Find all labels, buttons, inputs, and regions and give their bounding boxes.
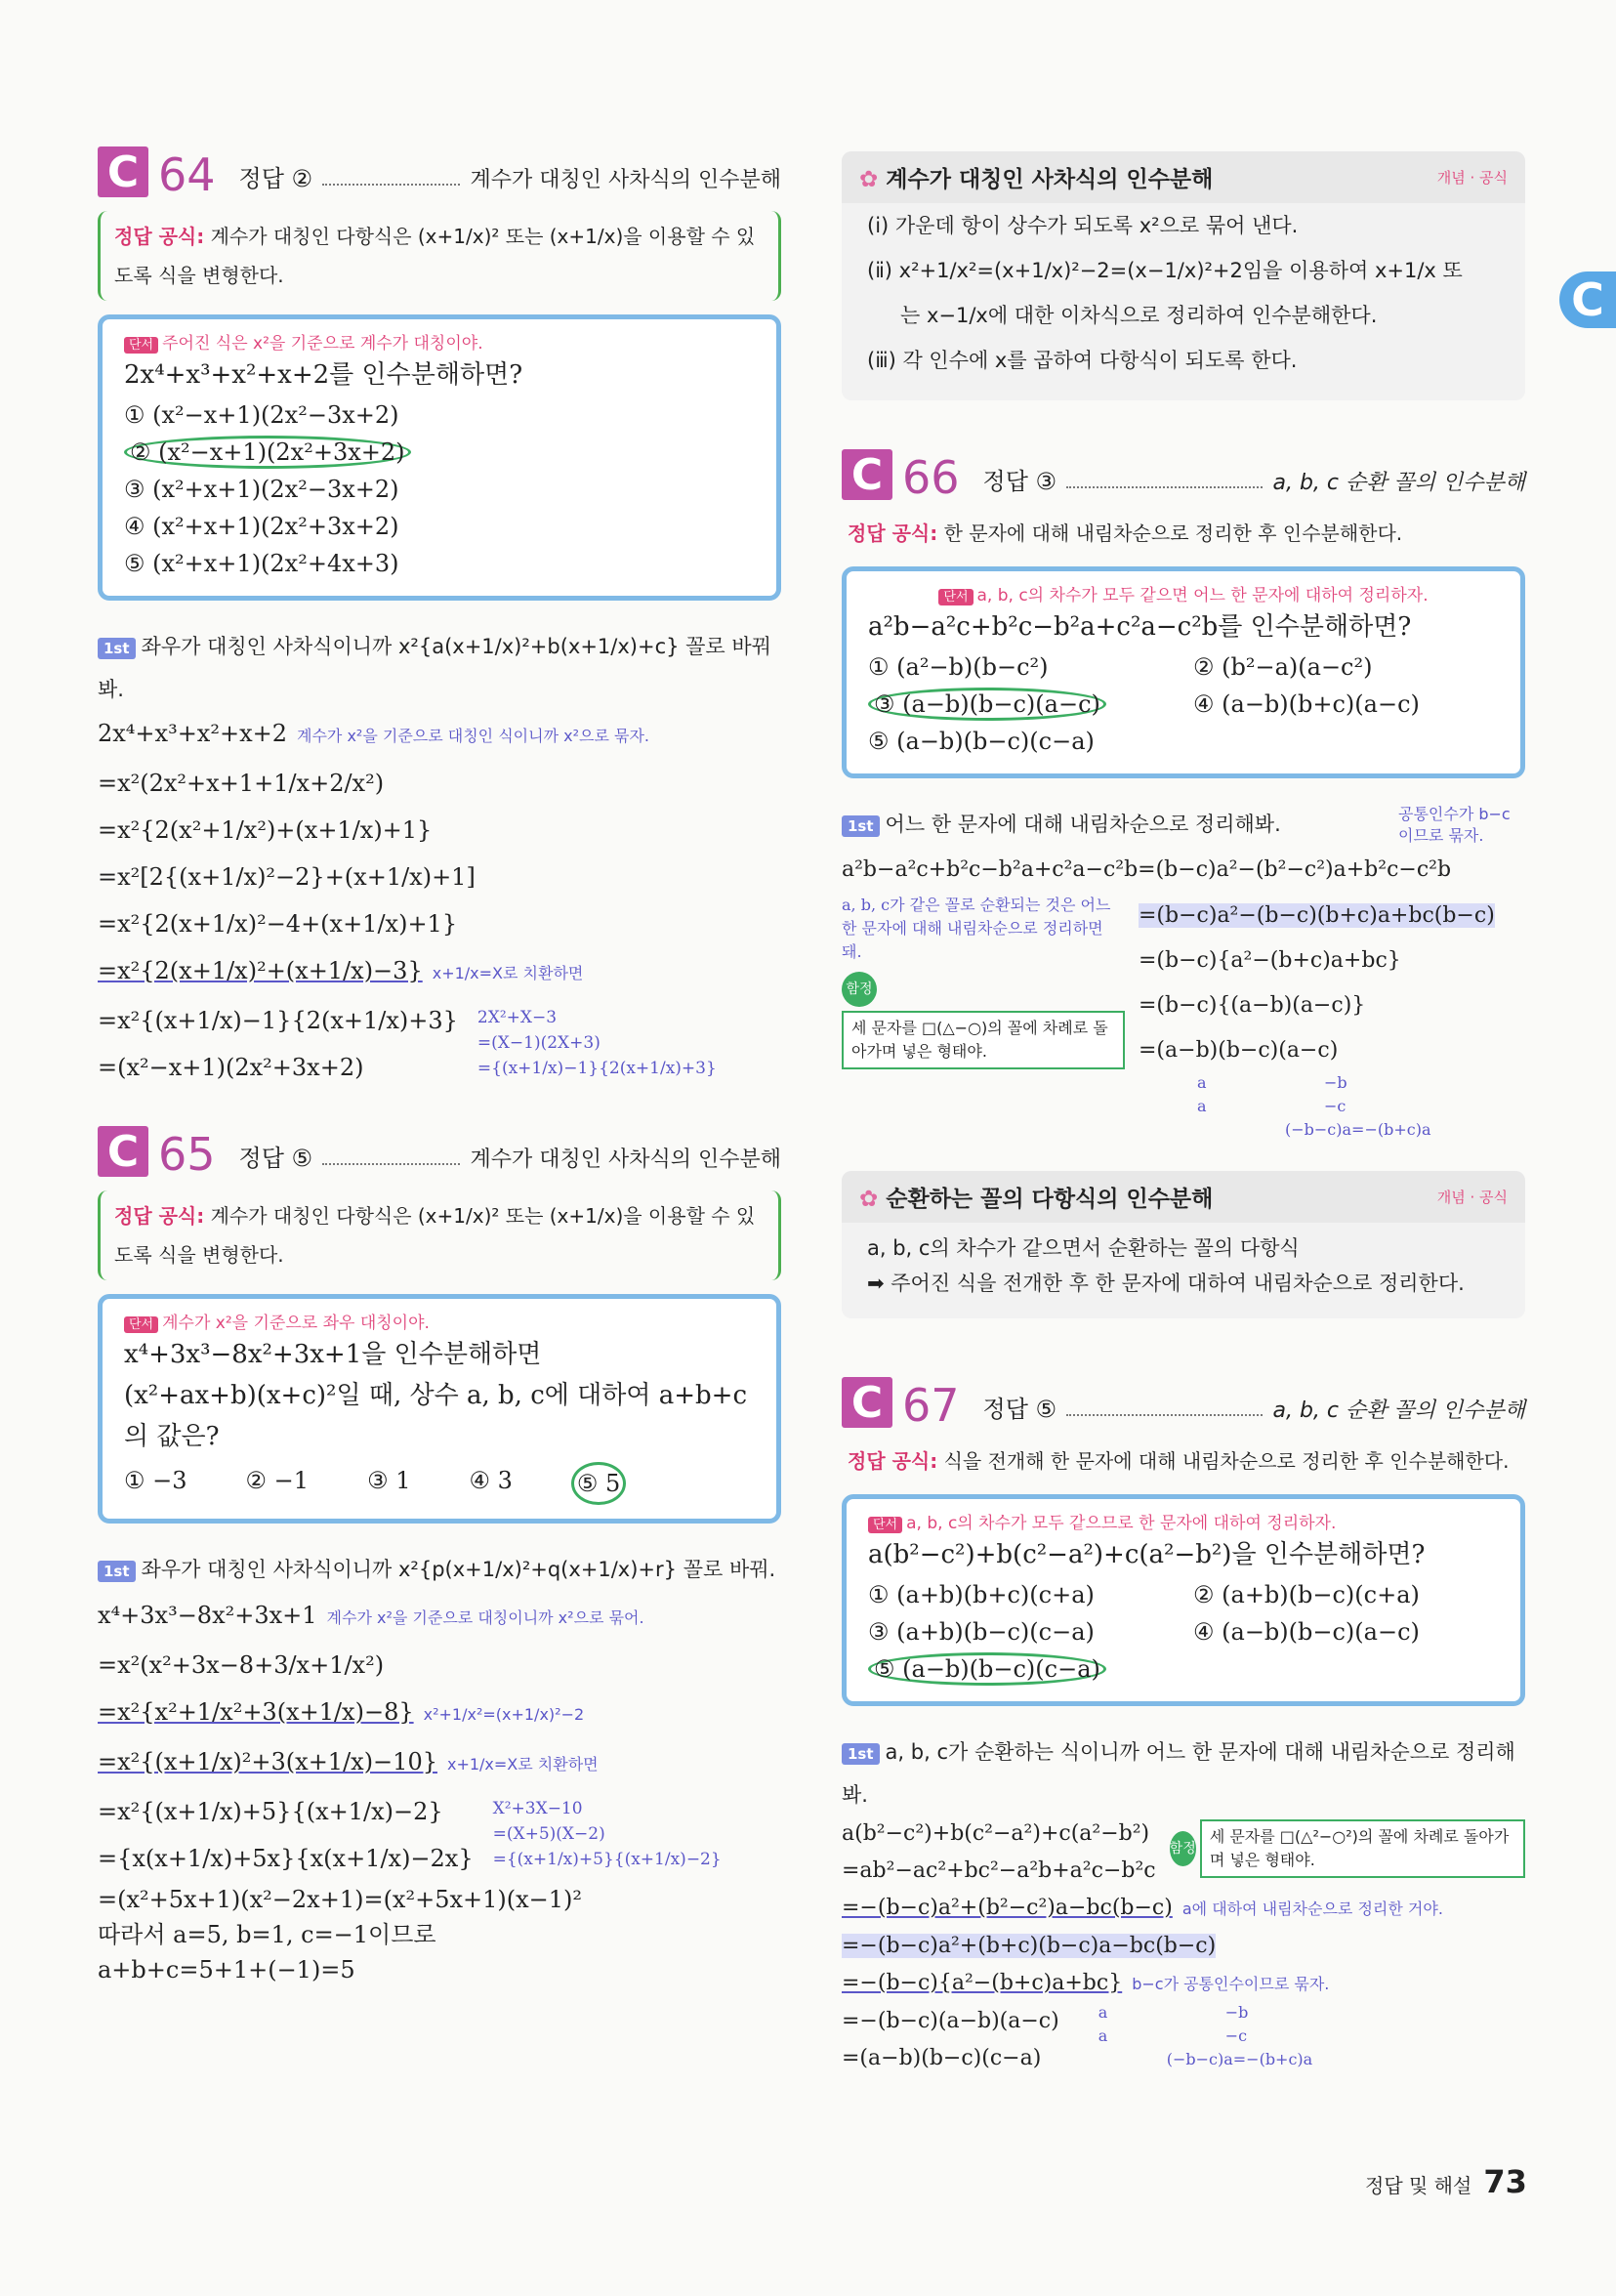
question-text: (x²+ax+b)(x+c)²일 때, 상수 a, b, c에 대하여 a+b+c	[124, 1381, 748, 1410]
problem-header	[842, 1377, 1525, 1432]
cross-term: −b	[1324, 1073, 1347, 1092]
solution-lines	[842, 1816, 1156, 1890]
concept-line: (ⅲ) 각 인수에 x를 곱하여 다항식이 되도록 한다.	[867, 349, 1298, 372]
concept-header	[842, 151, 1525, 203]
hint	[124, 329, 755, 354]
page-number: 73	[1483, 2163, 1527, 2200]
problem-topic: a, b, c 순환 꼴의 인수분해	[1272, 471, 1525, 495]
problem-number: 64	[158, 148, 216, 201]
flower-icon: ✿	[859, 1187, 879, 1212]
concept-line: (ⅱ) x²+1/x²=(x+1/x)²−2=(x−1/x)²+2임을 이용하여 x+1/x 또	[867, 259, 1463, 282]
solution-line	[98, 1689, 781, 1738]
math-expr: =−(b−c)a²+(b+c)(b−c)a−bc(b−c)	[842, 1934, 1217, 1958]
choice-grid	[868, 648, 1499, 760]
solution-row	[842, 2003, 1525, 2077]
solution-line: =(x²+5x+1)(x²−2x+1)=(x²+5x+1)(x−1)²	[98, 1886, 583, 1913]
solution-line: a²b−a²c+b²c−b²a+c²a−c²b=(b−c)a²−(b²−c²)a+b²c−c²b	[842, 857, 1452, 882]
cross-term: a	[1098, 2026, 1108, 2045]
page-footer	[1365, 2163, 1527, 2200]
trap-icon: 함정	[842, 972, 877, 1007]
solution-line: =x²(x²+3x−8+3/x+1/x²)	[98, 1651, 385, 1679]
note: x+1/x=X로 치환하면	[446, 1755, 599, 1774]
solution-line: a+b+c=5+1+(−1)=5	[98, 1956, 355, 1983]
choice-3: ③ (a+b)(b−c)(c−a)	[868, 1618, 1095, 1646]
cross-term: −b	[1224, 2003, 1249, 2022]
answer-circle: ⑤ (a−b)(b−c)(c−a)	[868, 1652, 1106, 1686]
choice-4: ④ (a−b)(b+c)(a−c)	[1193, 690, 1420, 718]
solution-line: =(b−c){a²−(b+c)a+bc}	[1139, 948, 1401, 973]
question-box	[98, 1294, 781, 1524]
trap-box: 세 문자를 □(△−○)의 꼴에 차례로 돌아가며 넣은 형태야.	[842, 1011, 1125, 1069]
trap-row	[842, 972, 1125, 1007]
question-box	[842, 1494, 1525, 1706]
note-line: 2X²+X−3	[477, 1008, 558, 1027]
answer-formula	[98, 1190, 781, 1280]
choice-2	[124, 434, 755, 471]
solution-line	[842, 1928, 1525, 1965]
solution-line	[98, 947, 781, 997]
cross-term: a	[1197, 1097, 1207, 1115]
math-expr: =x²{x²+1/x²+3(x+1/x)−8}	[98, 1698, 414, 1726]
solution-line: =x²(2x²+x+1+1/x+2/x²)	[98, 770, 385, 797]
solution-intro	[842, 1732, 1525, 1816]
question-text: 의 값은?	[124, 1422, 220, 1451]
choice-5	[868, 1650, 1174, 1688]
choice-1: ① (x²−x+1)(2x²−3x+2)	[124, 401, 399, 429]
note: b−c가 공통인수이므로 묶자.	[1132, 1975, 1330, 1993]
answer-formula	[842, 514, 1525, 553]
cross-term: a	[1098, 2003, 1108, 2022]
solution-line	[842, 1965, 1525, 2003]
problem-number: 66	[902, 451, 960, 504]
solution-line: =x²[2{(x+1/x)²−2}+(x+1/x)+1]	[98, 863, 476, 891]
solution-line: =x²{2(x²+1/x²)+(x+1/x)+1}	[98, 816, 433, 844]
choice-4: ④ 3	[469, 1467, 513, 1494]
choice-2: ② (b²−a)(a−c²)	[1193, 653, 1373, 681]
leader-dots	[322, 1163, 460, 1165]
solution-intro-text: 어느 한 문자에 대해 내림차순으로 정리해봐.	[885, 813, 1281, 836]
math-expr: =(b−c)a²−(b−c)(b+c)a+bc(b−c)	[1139, 903, 1495, 928]
problem-header	[98, 1126, 781, 1181]
solution-row	[842, 1816, 1525, 1890]
leader-dots	[1066, 1414, 1263, 1416]
cross-result: (−b−c)a=−(b+c)a	[1285, 1120, 1431, 1139]
substitution-note	[493, 1796, 722, 1882]
hint-text: 계수가 x²을 기준으로 좌우 대칭이야.	[162, 1314, 430, 1333]
solution-line: =(b−c){(a−b)(a−c)}	[1139, 993, 1366, 1018]
note: 계수가 x²을 기준으로 대칭인 식이니까 x²으로 묶자.	[296, 727, 650, 745]
cross-term: a	[1197, 1073, 1207, 1092]
step-tag: 1st	[842, 815, 880, 837]
choice-5: ⑤ (a−b)(b−c)(c−a)	[868, 728, 1095, 755]
math-expr: 2x⁴+x³+x²+x+2	[98, 720, 287, 747]
hint-tag: 단서	[938, 589, 973, 605]
formula-label: 정답 공식:	[848, 522, 938, 545]
choice-1: ① (a²−b)(b−c²)	[868, 653, 1049, 681]
problem-header	[98, 146, 781, 201]
side-tab-c: C	[1559, 271, 1616, 328]
note: x+1/x=X로 치환하면	[432, 964, 584, 982]
left-column	[98, 146, 781, 1987]
formula-label: 정답 공식:	[114, 225, 205, 248]
solution-line: =−(b−c)(a−b)(a−c)	[842, 2009, 1059, 2033]
concept-line: a, b, c의 차수가 같으면서 순환하는 꼴의 다항식	[867, 1236, 1300, 1260]
note: a에 대하여 내림차순으로 정리한 거야.	[1181, 1899, 1443, 1918]
problem-topic: 계수가 대칭인 사차식의 인수분해	[470, 1148, 781, 1172]
solution-intro	[98, 1549, 781, 1592]
footer-text: 정답 및 해설	[1365, 2174, 1472, 2197]
solution-notes	[842, 894, 1125, 1142]
formula-label: 정답 공식:	[848, 1449, 938, 1473]
note-line: =(X+5)(X−2)	[492, 1824, 605, 1844]
solution-line	[1139, 894, 1495, 939]
choice-grid	[868, 1576, 1499, 1688]
solution-row	[842, 894, 1525, 1142]
math-expr: =−(b−c){a²−(b+c)a+bc}	[842, 1971, 1123, 1995]
math-expr: =−(b−c)a²+(b²−c²)a−bc(b−c)	[842, 1896, 1173, 1920]
concept-title	[859, 161, 1213, 193]
trap-row	[1170, 1819, 1525, 1878]
solution-line	[98, 1738, 781, 1788]
trap-icon: 함정	[1170, 1831, 1196, 1866]
formula-text: 식을 전개해 한 문자에 대해 내림차순으로 정리한 후 인수분해한다.	[943, 1449, 1510, 1473]
step-tag: 1st	[98, 638, 136, 659]
concept-tag: 개념 · 공식	[1436, 1189, 1508, 1206]
solution-line: a(b²−c²)+b(c²−a²)+c(a²−b²)	[842, 1821, 1150, 1846]
level-badge: C	[98, 146, 148, 197]
hint	[124, 1309, 755, 1333]
leader-dots	[1066, 486, 1263, 488]
cross-multiplication	[1139, 1073, 1451, 1142]
concept-tag: 개념 · 공식	[1436, 169, 1508, 187]
concept-line: ➡ 주어진 식을 전개한 후 한 문자에 대하여 내림차순으로 정리한다.	[867, 1272, 1465, 1295]
hint	[868, 1509, 1499, 1533]
choice-1: ① −3	[124, 1467, 187, 1494]
formula-text: 계수가 대칭인 다항식은 (x+1/x)² 또는 (x+1/x)을 이용할 수 있도록 식을 변형한다.	[114, 1204, 756, 1267]
concept-box-symmetric	[842, 151, 1525, 400]
answer-formula	[98, 211, 781, 301]
answer-label: 정답 ⑤	[238, 1145, 313, 1172]
solution-line: =(x²−x+1)(2x²+3x+2)	[98, 1054, 364, 1081]
question-text: a(b²−c²)+b(c²−a²)+c(a²−b²)을 인수분해하면?	[868, 1540, 1426, 1569]
solution-line: 따라서 a=5, b=1, c=−1이므로	[98, 1921, 436, 1948]
answer-label: 정답 ③	[982, 468, 1057, 495]
flower-icon: ✿	[859, 167, 879, 192]
hint-text: a, b, c의 차수가 모두 같으면 어느 한 문자에 대하여 정리하자.	[976, 586, 1429, 605]
concept-title-text: 계수가 대칭인 사차식의 인수분해	[886, 167, 1214, 192]
problem-number: 65	[158, 1128, 216, 1181]
math-expr: =x²{2(x+1/x)²+(x+1/x)−3}	[98, 957, 423, 984]
solution-line: =x²{(x+1/x)−1}{2(x+1/x)+3}	[98, 1007, 458, 1034]
cross-term: −c	[1224, 2026, 1248, 2045]
choice-2: ② −1	[245, 1467, 310, 1494]
hint-tag: 단서	[124, 337, 158, 354]
step-tag: 1st	[842, 1743, 880, 1765]
formula-label: 정답 공식:	[114, 1204, 205, 1228]
math-expr: x⁴+3x³−8x²+3x+1	[98, 1602, 317, 1629]
solution-intro-main	[842, 804, 1281, 847]
solution-line: =ab²−ac²+bc²−a²b+a²c−b²c	[842, 1858, 1156, 1883]
solution-line	[98, 1592, 781, 1642]
choice-4: ④ (x²+x+1)(2x²+3x+2)	[124, 513, 399, 540]
concept-line: 는 x−1/x에 대한 이차식으로 정리하여 인수분해한다.	[900, 304, 1378, 327]
answer-circle: ② (x²−x+1)(2x²+3x+2)	[124, 436, 411, 469]
question-box	[842, 566, 1525, 778]
problem-66	[842, 449, 1525, 1142]
cross-multiplication	[1079, 2003, 1333, 2071]
problem-number: 67	[902, 1379, 960, 1432]
solution-line: =(a−b)(b−c)(a−c)	[1139, 1038, 1339, 1063]
note: x²+1/x²=(x+1/x)²−2	[423, 1705, 585, 1724]
choice-2: ② (a+b)(b−c)(c+a)	[1193, 1581, 1420, 1608]
solution-line: =x²{2(x+1/x)²−4+(x+1/x)+1}	[98, 910, 458, 938]
note-left: a, b, c가 같은 꼴로 순환되는 것은 어느 한 문자에 대해 내림차순으로 정리하면 돼.	[842, 896, 1111, 961]
solution-intro	[842, 804, 1525, 847]
choice-3	[868, 686, 1174, 723]
level-badge: C	[842, 1377, 892, 1428]
note-line: ={(x+1/x)+5}{(x+1/x)−2}	[492, 1850, 722, 1869]
right-column	[842, 151, 1525, 2077]
leader-dots	[322, 184, 460, 186]
formula-text: 계수가 대칭인 다항식은 (x+1/x)² 또는 (x+1/x)을 이용할 수 있도록 식을 변형한다.	[114, 225, 756, 287]
answer-label: 정답 ②	[238, 165, 313, 192]
note: 계수가 x²을 기준으로 대칭이니까 x²으로 묶어.	[326, 1608, 644, 1627]
solution-row	[98, 1788, 781, 1882]
hint-tag: 단서	[124, 1316, 158, 1333]
note-line: ={(x+1/x)−1}{2(x+1/x)+3}	[477, 1059, 717, 1078]
hint-tag: 단서	[868, 1517, 902, 1533]
choice-3: ③ 1	[367, 1467, 411, 1494]
cross-result: (−b−c)a=−(b+c)a	[1166, 2050, 1313, 2068]
solution-lines	[842, 2003, 1059, 2077]
solution-intro-text: a, b, c가 순환하는 식이니까 어느 한 문자에 대해 내림차순으로 정리해봐.	[842, 1740, 1515, 1807]
concept-title-text: 순환하는 꼴의 다항식의 인수분해	[886, 1187, 1214, 1212]
solution-row	[98, 997, 781, 1091]
solution-lines	[98, 997, 458, 1091]
solution-lines	[98, 1788, 474, 1882]
solution-line: =(a−b)(b−c)(c−a)	[842, 2046, 1042, 2070]
trap-box: 세 문자를 □(△²−○²)의 꼴에 차례로 돌아가며 넣은 형태야.	[1200, 1819, 1525, 1878]
answer-label: 정답 ⑤	[982, 1396, 1057, 1423]
question-text: a²b−a²c+b²c−b²a+c²a−c²b를 인수분해하면?	[868, 612, 1412, 642]
answer-circle: ③ (a−b)(b−c)(a−c)	[868, 688, 1106, 721]
solution-lines	[1139, 894, 1495, 1142]
concept-title	[859, 1181, 1213, 1213]
cross-term: −c	[1324, 1097, 1347, 1115]
substitution-note	[477, 1005, 717, 1091]
solution-line	[98, 710, 781, 760]
math-expr: =x²{(x+1/x)²+3(x+1/x)−10}	[98, 1748, 437, 1775]
problem-65	[98, 1126, 781, 1987]
answer-formula	[842, 1441, 1525, 1481]
concept-box-cyclic	[842, 1171, 1525, 1318]
solution-line	[842, 1890, 1525, 1928]
level-badge: C	[98, 1126, 148, 1177]
problem-topic: 계수가 대칭인 사차식의 인수분해	[470, 168, 781, 192]
note-line: =(X−1)(2X+3)	[477, 1033, 601, 1053]
solution-intro	[98, 626, 781, 710]
hint	[868, 581, 1499, 605]
solution-intro-text: 좌우가 대칭인 사차식이니까 x²{p(x+1/x)²+q(x+1/x)+r} 꼴로 바꿔.	[141, 1558, 776, 1581]
note-line: X²+3X−10	[492, 1799, 583, 1818]
solution-line: ={x(x+1/x)+5x}{x(x+1/x)−2x}	[98, 1845, 474, 1872]
step-tag: 1st	[98, 1561, 136, 1582]
concept-line: (ⅰ) 가운데 항이 상수가 되도록 x²으로 묶어 낸다.	[867, 214, 1299, 237]
choice-1: ① (a+b)(b+c)(c+a)	[868, 1581, 1095, 1608]
hint-text: 주어진 식은 x²을 기준으로 계수가 대칭이야.	[162, 334, 483, 354]
choice-3: ③ (x²+x+1)(2x²−3x+2)	[124, 476, 399, 503]
level-badge: C	[842, 449, 892, 500]
choice-5: ⑤ (x²+x+1)(2x²+4x+3)	[124, 550, 399, 577]
formula-text: 한 문자에 대해 내림차순으로 정리한 후 인수분해한다.	[943, 522, 1403, 545]
problem-header	[842, 449, 1525, 504]
question-text: x⁴+3x³−8x²+3x+1을 인수분해하면	[124, 1340, 542, 1369]
question-text: 2x⁴+x³+x²+x+2를 인수분해하면?	[124, 360, 523, 390]
concept-header	[842, 1171, 1525, 1223]
choice-row	[124, 1462, 755, 1505]
problem-64	[98, 146, 781, 1091]
solution-line: =x²{(x+1/x)+5}{(x+1/x)−2}	[98, 1798, 443, 1825]
question-box	[98, 314, 781, 601]
solution-intro-text: 좌우가 대칭인 사차식이니까 x²{a(x+1/x)²+b(x+1/x)+c} 꼴로 바꿔봐.	[98, 635, 771, 701]
side-note: 공통인수가 b−c이므로 묶자.	[1398, 805, 1511, 845]
choice-5: ⑤ 5	[571, 1462, 626, 1505]
problem-67	[842, 1377, 1525, 2077]
choice-4: ④ (a−b)(b−c)(a−c)	[1193, 1618, 1420, 1646]
problem-topic: a, b, c 순환 꼴의 인수분해	[1272, 1398, 1525, 1423]
hint-text: a, b, c의 차수가 모두 같으므로 한 문자에 대하여 정리하자.	[906, 1514, 1337, 1533]
